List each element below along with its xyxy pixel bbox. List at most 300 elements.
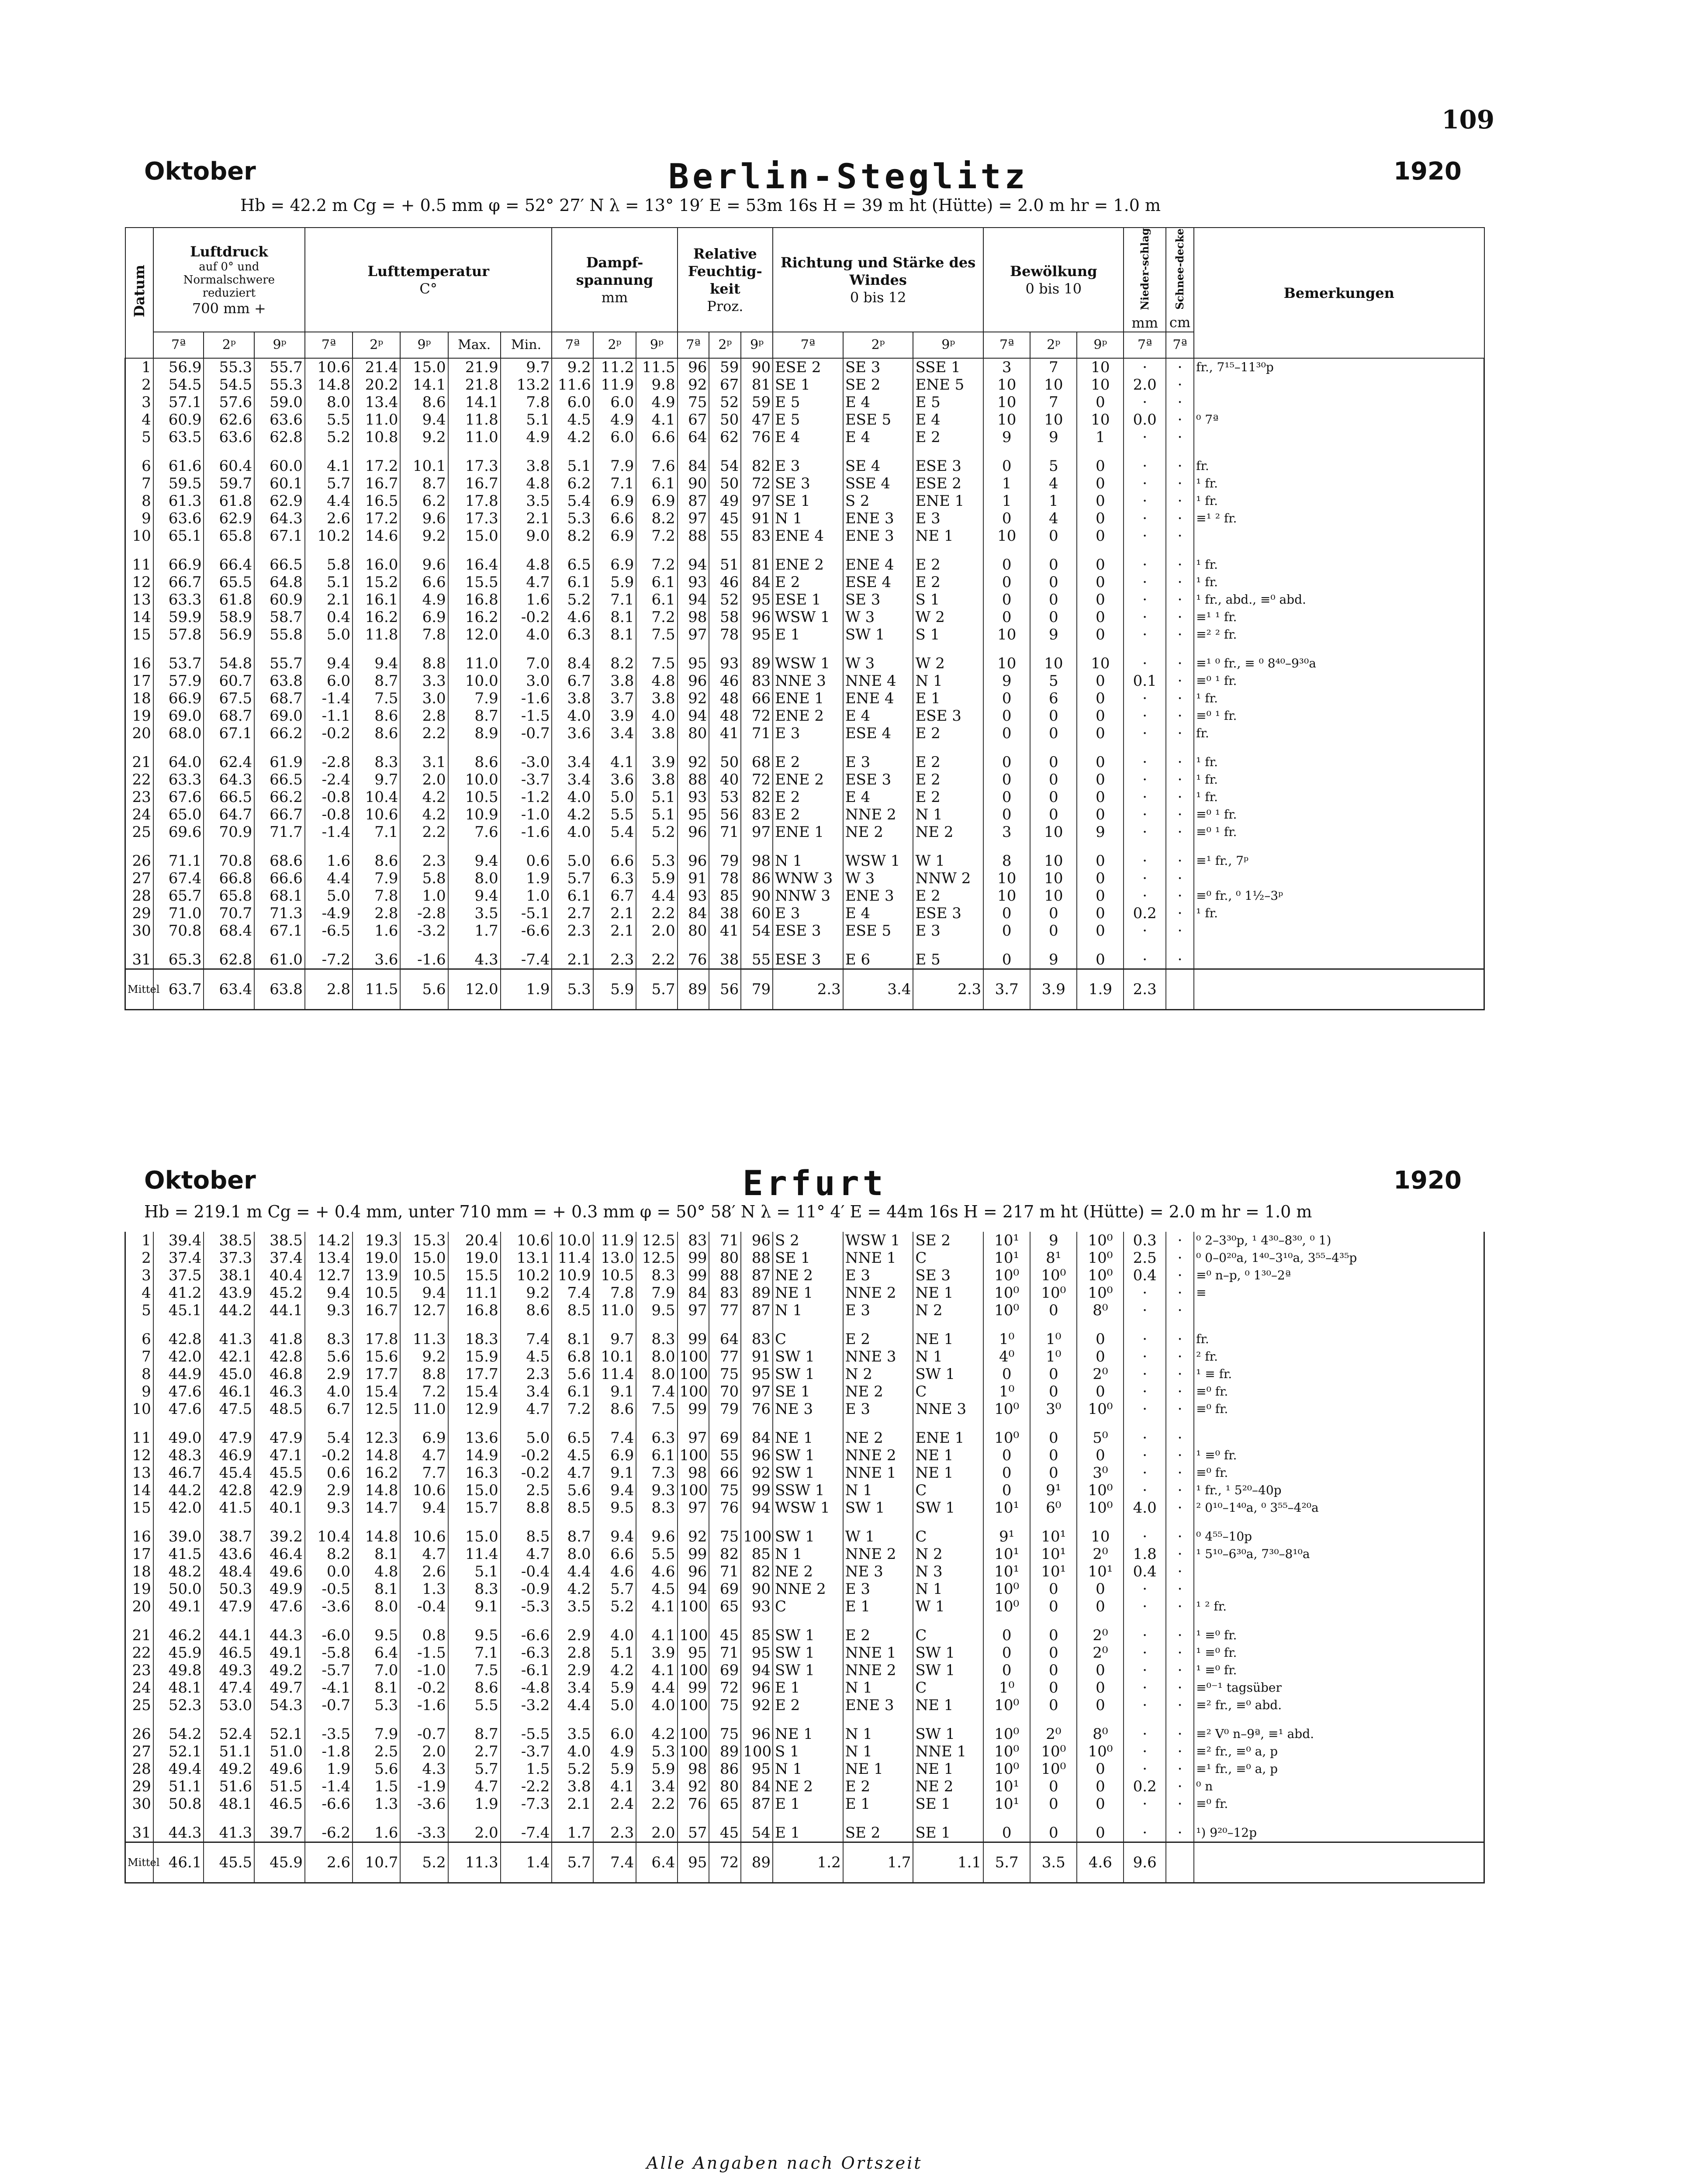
value-cell: · (1166, 870, 1194, 887)
value-cell: 0 (1030, 788, 1077, 806)
value-cell: 78 (709, 626, 741, 643)
value-cell: 0 (1030, 707, 1077, 725)
value-cell: 2.2 (636, 951, 677, 969)
gap-cell (741, 1813, 773, 1824)
value-cell: 88 (678, 527, 709, 545)
value-cell: 8⁰ (1077, 1302, 1124, 1319)
gap-cell (353, 1517, 400, 1528)
table-row (125, 887, 1484, 905)
value-cell: 95 (678, 1644, 709, 1662)
value-cell: -0.8 (305, 806, 353, 823)
value-cell: 39.4 (153, 1232, 204, 1249)
value-cell: -4.1 (305, 1679, 353, 1697)
value-cell: 66.4 (204, 556, 254, 574)
value-cell: 8.6 (501, 1302, 552, 1319)
value-cell: 3.4 (636, 1778, 677, 1795)
value-cell: 0 (1077, 905, 1124, 922)
gap-cell (983, 545, 1030, 556)
value-cell: 0 (1030, 1580, 1077, 1598)
table-row (125, 1778, 1484, 1795)
gap-cell (448, 1319, 501, 1330)
value-cell: 0 (1077, 690, 1124, 707)
value-cell: 51.1 (153, 1778, 204, 1795)
value-cell: 91 (678, 870, 709, 887)
value-cell: 10.6 (353, 806, 400, 823)
value-cell: 11.4 (448, 1545, 501, 1563)
value-cell: 0.6 (501, 852, 552, 870)
gap-cell (448, 1418, 501, 1429)
value-cell: ENE 3 (843, 887, 913, 905)
value-cell: N 1 (773, 510, 843, 527)
value-cell: 50.0 (153, 1580, 204, 1598)
value-cell: 9.2 (400, 527, 448, 545)
value-cell: 9.6 (400, 510, 448, 527)
value-cell: 83 (741, 672, 773, 690)
gap-cell (678, 1418, 709, 1429)
value-cell: 65.7 (153, 887, 204, 905)
value-cell: 52.1 (254, 1725, 305, 1743)
station-1-name: Berlin-Steglitz (668, 157, 1029, 197)
value-cell: 72 (709, 1679, 741, 1697)
value-cell: -7.3 (501, 1795, 552, 1813)
value-cell: 8.8 (501, 1499, 552, 1517)
gap-cell (305, 1418, 353, 1429)
value-cell: 84 (741, 1778, 773, 1795)
value-cell: 5.1 (501, 411, 552, 429)
remark-cell (1194, 922, 1484, 940)
value-cell: C (773, 1598, 843, 1615)
value-cell: 0 (1030, 725, 1077, 742)
value-cell: · (1124, 1365, 1165, 1383)
remark-cell: ≡⁰⁻¹ tagsüber (1194, 1679, 1484, 1697)
value-cell: 10¹ (983, 1499, 1030, 1517)
gap-cell (741, 643, 773, 655)
value-cell: 7.2 (636, 608, 677, 626)
table-row (125, 905, 1484, 922)
value-cell: 6.9 (593, 492, 636, 510)
value-cell: NE 1 (843, 1760, 913, 1778)
value-cell: E 4 (773, 429, 843, 446)
value-cell: 60 (741, 905, 773, 922)
value-cell: 0 (1030, 556, 1077, 574)
gap-cell (501, 1319, 552, 1330)
date-cell: 22 (125, 771, 153, 788)
value-cell: ESE 2 (913, 475, 983, 492)
value-cell: 8 (983, 852, 1030, 870)
value-cell: 8.0 (636, 1365, 677, 1383)
gap-cell (501, 1517, 552, 1528)
value-cell: 65 (709, 1795, 741, 1813)
value-cell: 0 (1077, 951, 1124, 969)
gap-cell (843, 940, 913, 951)
value-cell: 0 (983, 1447, 1030, 1464)
gap-cell (741, 1517, 773, 1528)
date-cell: 17 (125, 672, 153, 690)
col-h9: 9ᵖ (741, 332, 773, 358)
gap-cell (1077, 1517, 1124, 1528)
value-cell: 84 (678, 905, 709, 922)
value-cell: 6.6 (400, 574, 448, 591)
value-cell: 48.5 (254, 1400, 305, 1418)
value-cell: 95 (741, 591, 773, 608)
value-cell: C (913, 1249, 983, 1267)
value-cell: 97 (678, 510, 709, 527)
gap-cell (125, 841, 153, 852)
table-row (125, 457, 1484, 475)
col-max: Max. (448, 332, 501, 358)
value-cell: 46.9 (204, 1447, 254, 1464)
value-cell: 68.0 (153, 725, 204, 742)
mean-label: Mittel (125, 1842, 153, 1883)
value-cell: -2.8 (400, 905, 448, 922)
remark-cell: ¹ ≡⁰ fr. (1194, 1662, 1484, 1679)
value-cell: 0 (1030, 1795, 1077, 1813)
gap-cell (741, 742, 773, 753)
gap-cell (125, 643, 153, 655)
value-cell: 7.8 (501, 394, 552, 411)
table-row (125, 556, 1484, 574)
gap-cell (913, 1319, 983, 1330)
value-cell: 10 (1077, 655, 1124, 672)
gap-cell (709, 1418, 741, 1429)
value-cell: 18.3 (448, 1330, 501, 1348)
value-cell: 10⁰ (983, 1760, 1030, 1778)
gap-cell (552, 643, 593, 655)
value-cell: -1.1 (305, 707, 353, 725)
gap-cell (204, 841, 254, 852)
value-cell: 16.8 (448, 1302, 501, 1319)
value-cell: E 6 (843, 951, 913, 969)
value-cell: 49.1 (254, 1644, 305, 1662)
remark-cell (1194, 951, 1484, 969)
value-cell: NE 1 (913, 1330, 983, 1348)
gap-cell (1124, 1418, 1165, 1429)
value-cell: ENE 4 (773, 527, 843, 545)
value-cell: 5.2 (305, 429, 353, 446)
value-cell: 75 (709, 1697, 741, 1714)
value-cell: 5.2 (552, 1760, 593, 1778)
value-cell: 9.4 (400, 1284, 448, 1302)
value-cell: 3.1 (400, 753, 448, 771)
table-row (125, 358, 1484, 376)
table-row (125, 1267, 1484, 1284)
value-cell: 2.1 (593, 905, 636, 922)
value-cell: -3.6 (305, 1598, 353, 1615)
value-cell: 92 (741, 1697, 773, 1714)
value-cell: -7.4 (501, 1824, 552, 1842)
value-cell: 66.9 (153, 556, 204, 574)
gap-cell (636, 1615, 677, 1627)
value-cell: 64.8 (254, 574, 305, 591)
gap-cell (913, 940, 983, 951)
row-gap (125, 742, 1484, 753)
value-cell: 66.9 (153, 690, 204, 707)
value-cell: -0.2 (305, 725, 353, 742)
value-cell: 0 (983, 788, 1030, 806)
value-cell: 47.4 (204, 1679, 254, 1697)
date-cell: 5 (125, 429, 153, 446)
remark-cell (1194, 1302, 1484, 1319)
value-cell: 5.5 (636, 1545, 677, 1563)
gap-cell (1077, 1813, 1124, 1824)
value-cell: 11.8 (353, 626, 400, 643)
value-cell: 68.1 (254, 887, 305, 905)
value-cell: 96 (741, 1679, 773, 1697)
mean-row (125, 969, 1484, 1010)
value-cell: -0.4 (400, 1598, 448, 1615)
value-cell: 6.0 (593, 1725, 636, 1743)
value-cell: 47 (741, 411, 773, 429)
value-cell: 4.1 (636, 1598, 677, 1615)
gap-cell (1030, 1418, 1077, 1429)
value-cell: ESE 3 (773, 951, 843, 969)
value-cell: SW 1 (773, 1662, 843, 1679)
value-cell: 5 (1030, 457, 1077, 475)
date-cell: 17 (125, 1545, 153, 1563)
value-cell: 84 (678, 1284, 709, 1302)
value-cell: NNE 2 (843, 1662, 913, 1679)
value-cell: 72 (741, 771, 773, 788)
value-cell: E 3 (773, 457, 843, 475)
value-cell: SE 1 (913, 1824, 983, 1842)
value-cell: 60.1 (254, 475, 305, 492)
value-cell: 39.7 (254, 1824, 305, 1842)
value-cell: -4.9 (305, 905, 353, 922)
value-cell: 69.6 (153, 823, 204, 841)
value-cell: 0 (983, 1644, 1030, 1662)
table-row (125, 1348, 1484, 1365)
col-wind-unit: 0 bis 12 (850, 289, 906, 306)
gap-cell (1077, 545, 1124, 556)
value-cell: 10.6 (501, 1232, 552, 1249)
value-cell: 10¹ (983, 1249, 1030, 1267)
footer-note: Alle Angaben nach Ortszeit (647, 2153, 923, 2173)
value-cell: 53.0 (204, 1697, 254, 1714)
value-cell: 49.6 (254, 1563, 305, 1580)
value-cell: 49.7 (254, 1679, 305, 1697)
value-cell: 0 (1030, 1365, 1077, 1383)
gap-cell (1030, 940, 1077, 951)
value-cell: · (1166, 1383, 1194, 1400)
value-cell: 19.0 (448, 1249, 501, 1267)
station-1-table (124, 227, 1485, 1010)
value-cell: 4⁰ (983, 1348, 1030, 1365)
value-cell: N 1 (773, 1302, 843, 1319)
value-cell: 46.2 (153, 1627, 204, 1644)
value-cell: 0 (1030, 1824, 1077, 1842)
value-cell: 0 (1030, 1662, 1077, 1679)
value-cell: WSW 1 (773, 1499, 843, 1517)
value-cell: 1.6 (305, 852, 353, 870)
table-row (125, 1725, 1484, 1743)
value-cell: · (1166, 510, 1194, 527)
value-cell: 1.9 (448, 1795, 501, 1813)
value-cell: E 2 (913, 887, 983, 905)
remark-cell: ⁰ n (1194, 1778, 1484, 1795)
value-cell: 1.9 (305, 1760, 353, 1778)
value-cell: 3⁰ (1030, 1400, 1077, 1418)
gap-cell (843, 1714, 913, 1725)
value-cell: · (1124, 492, 1165, 510)
row-gap (125, 1813, 1484, 1824)
value-cell: 0 (1077, 1824, 1124, 1842)
gap-cell (552, 1418, 593, 1429)
value-cell: 14.1 (448, 394, 501, 411)
value-cell: 66.7 (153, 574, 204, 591)
value-cell: 63.5 (153, 429, 204, 446)
value-cell: 6.3 (552, 626, 593, 643)
value-cell: 10.6 (400, 1528, 448, 1545)
value-cell: 0 (983, 771, 1030, 788)
value-cell: 0 (1077, 672, 1124, 690)
value-cell: 16.8 (448, 591, 501, 608)
value-cell: 60.4 (204, 457, 254, 475)
value-cell: C (913, 1383, 983, 1400)
remark-cell: ¹ fr. (1194, 905, 1484, 922)
value-cell: 10⁰ (983, 1743, 1030, 1760)
remark-cell: ¹ fr. (1194, 492, 1484, 510)
gap-cell (773, 841, 843, 852)
value-cell: 10⁰ (1077, 1284, 1124, 1302)
station-2-month: Oktober (144, 1166, 256, 1195)
value-cell: 45.1 (153, 1302, 204, 1319)
value-cell: -3.2 (400, 922, 448, 940)
value-cell: 0 (1077, 527, 1124, 545)
value-cell: 0 (1077, 608, 1124, 626)
value-cell: N 1 (913, 672, 983, 690)
value-cell: 4.2 (552, 1580, 593, 1598)
gap-cell (448, 841, 501, 852)
date-cell: 26 (125, 852, 153, 870)
gap-cell (254, 545, 305, 556)
value-cell: 51.6 (204, 1778, 254, 1795)
value-cell: NE 1 (773, 1284, 843, 1302)
value-cell: N 1 (773, 1760, 843, 1778)
value-cell: 0 (983, 1482, 1030, 1499)
value-cell: · (1124, 1284, 1165, 1302)
table-row (125, 1627, 1484, 1644)
value-cell: 14.7 (353, 1499, 400, 1517)
value-cell: 5.4 (593, 823, 636, 841)
remark-cell: ¹ fr. (1194, 556, 1484, 574)
value-cell: 59.5 (153, 475, 204, 492)
value-cell: 99 (678, 1545, 709, 1563)
value-cell: 7.9 (448, 690, 501, 707)
value-cell: 10.5 (593, 1267, 636, 1284)
value-cell: ENE 2 (773, 707, 843, 725)
value-cell: -1.8 (305, 1743, 353, 1760)
value-cell: 2.0 (400, 771, 448, 788)
value-cell: 96 (741, 1725, 773, 1743)
value-cell: · (1166, 1725, 1194, 1743)
value-cell: 64.0 (153, 753, 204, 771)
remark-cell: ≡⁰ ¹ fr. (1194, 806, 1484, 823)
value-cell: 95 (741, 1365, 773, 1383)
remark-cell: ≡⁰ fr. (1194, 1464, 1484, 1482)
value-cell: · (1124, 1400, 1165, 1418)
value-cell: · (1166, 1662, 1194, 1679)
value-cell: 96 (678, 852, 709, 870)
mean-value: 63.8 (254, 969, 305, 1010)
value-cell: NE 1 (913, 527, 983, 545)
gap-cell (125, 1418, 153, 1429)
gap-cell (400, 1517, 448, 1528)
value-cell: 52 (709, 394, 741, 411)
value-cell: 0 (1030, 753, 1077, 771)
value-cell: 0 (983, 806, 1030, 823)
value-cell: 100 (678, 1365, 709, 1383)
value-cell: -0.8 (305, 788, 353, 806)
value-cell: 0 (983, 556, 1030, 574)
value-cell: 0 (1077, 1383, 1124, 1400)
value-cell: E 1 (913, 690, 983, 707)
value-cell: 99 (678, 1679, 709, 1697)
value-cell: 9.4 (448, 852, 501, 870)
table-row (125, 707, 1484, 725)
gap-cell (636, 940, 677, 951)
value-cell: 0.0 (305, 1563, 353, 1580)
value-cell: 0 (1077, 394, 1124, 411)
value-cell: 6.0 (593, 429, 636, 446)
value-cell: 0 (1077, 806, 1124, 823)
value-cell: 5.9 (636, 1760, 677, 1778)
table-row (125, 672, 1484, 690)
value-cell: 14.1 (400, 376, 448, 394)
value-cell: 9 (1030, 1232, 1077, 1249)
value-cell: 11.3 (400, 1330, 448, 1348)
value-cell: 10⁰ (983, 1598, 1030, 1615)
gap-cell (552, 545, 593, 556)
value-cell: SW 1 (913, 1365, 983, 1383)
value-cell: -5.8 (305, 1644, 353, 1662)
value-cell: 49 (709, 492, 741, 510)
gap-cell (125, 1319, 153, 1330)
remark-cell (1194, 527, 1484, 545)
value-cell: 0 (1077, 1679, 1124, 1697)
value-cell: 62.8 (254, 429, 305, 446)
value-cell: 0.8 (400, 1627, 448, 1644)
date-cell: 29 (125, 905, 153, 922)
value-cell: 62.6 (204, 411, 254, 429)
value-cell: 45 (709, 1824, 741, 1842)
gap-cell (1124, 1615, 1165, 1627)
value-cell: E 3 (843, 1580, 913, 1598)
value-cell: 99 (678, 1249, 709, 1267)
value-cell: NNW 2 (913, 870, 983, 887)
remark-cell: ² fr. (1194, 1348, 1484, 1365)
value-cell: 7.9 (353, 1725, 400, 1743)
date-cell: 13 (125, 1464, 153, 1482)
value-cell: SW 1 (913, 1499, 983, 1517)
date-cell: 23 (125, 1662, 153, 1679)
value-cell: 70 (709, 1383, 741, 1400)
value-cell: 76 (709, 1499, 741, 1517)
value-cell: 48 (709, 707, 741, 725)
value-cell: 54.8 (204, 655, 254, 672)
value-cell: 17.8 (448, 492, 501, 510)
value-cell: 94 (741, 1499, 773, 1517)
value-cell: 7.7 (400, 1464, 448, 1482)
gap-cell (400, 1714, 448, 1725)
value-cell: 49.2 (204, 1760, 254, 1778)
value-cell: 8.2 (305, 1545, 353, 1563)
value-cell: 10 (983, 376, 1030, 394)
value-cell: 4.8 (501, 556, 552, 574)
gap-cell (741, 1319, 773, 1330)
gap-cell (773, 1517, 843, 1528)
value-cell: 5.5 (448, 1697, 501, 1714)
value-cell: 0 (983, 1464, 1030, 1482)
